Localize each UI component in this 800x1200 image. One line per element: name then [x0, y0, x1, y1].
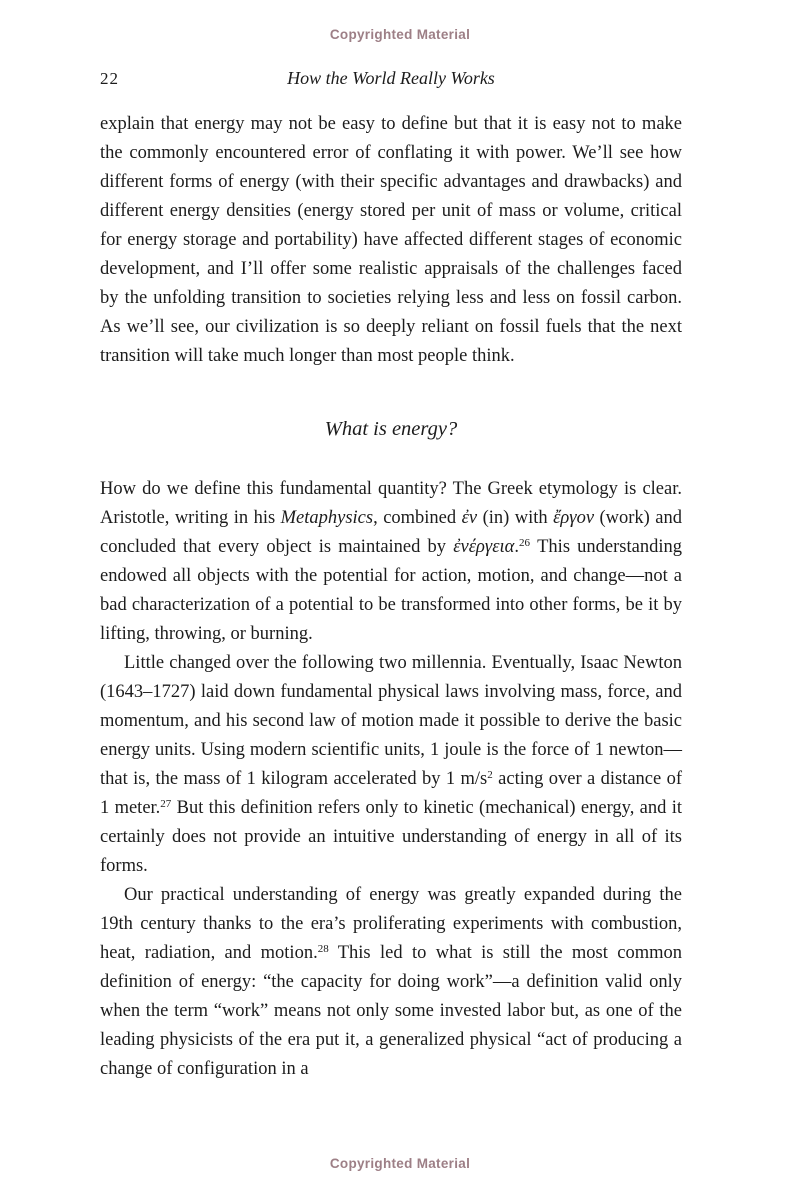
paragraph — [100, 881, 682, 1084]
page-content — [100, 110, 682, 1084]
page-number: 22 — [100, 69, 119, 88]
copyright-notice-top: Copyrighted Material — [329, 27, 471, 42]
text-run: , combined — [373, 508, 462, 528]
paragraph — [100, 475, 682, 649]
footnote-reference: 27 — [160, 797, 172, 810]
text-run: Our practical understanding of energy was greatly expanded during the 19th century thanks to the era’s proliferating experiments with combustion, heat, radiation, and motion. — [100, 885, 682, 963]
text-run: This understanding endowed all objects with the potential for action, motion, and change—not a bad characterization of a potential to be transformed into other forms, be it by lifting, throwing, or burning. — [100, 537, 682, 644]
running-header — [100, 68, 682, 89]
italic-text: Metaphysics — [280, 508, 374, 528]
text-run: acting over a distance of 1 meter. — [100, 769, 682, 818]
italic-text: ἔργον — [553, 508, 595, 528]
text-run: (work) and concluded that every object is maintained by — [100, 508, 682, 557]
footnote-reference: 26 — [518, 536, 530, 549]
text-run: (in) with — [477, 508, 554, 528]
text-run: . — [514, 537, 519, 557]
italic-text: ἐνέργεια — [453, 537, 515, 557]
text-run: This led to what is still the most common definition of energy: “the capacity for doing work”—a definition valid only when the term “work” means not only some invested labor but, as one of the leading physicists of the era put it, a generalized physical “act of producing a change of configuration in a — [100, 943, 682, 1079]
paragraph — [100, 110, 682, 371]
italic-text: ἐν — [461, 508, 478, 528]
paragraph — [100, 649, 682, 881]
copyright-notice-bottom: Copyrighted Material — [329, 1156, 471, 1171]
text-run: But this definition refers only to kinetic (mechanical) energy, and it certainly does not provide an intuitive understanding of energy in all of its forms. — [100, 798, 682, 876]
footnote-reference: 28 — [317, 942, 329, 955]
section-heading: What is energy? — [324, 418, 458, 440]
footnote-reference: 2 — [487, 768, 493, 781]
text-run: How do we define this fundamental quantity? The Greek etymology is clear. Aristotle, writing in his — [100, 479, 682, 528]
text-run: explain that energy may not be easy to define but that it is easy not to make the commonly encountered error of conflating it with power. We’ll see how different forms of energy (with their specific advantages and drawbacks) and different energy densities (energy stored per unit of mass or volume, critical for energy storage and portability) have affected different stages of economic development, and I’ll offer some realistic appraisals of the challenges faced by the unfolding transition to societies relying less and less on fossil carbon. As we’ll see, our civilization is so deeply reliant on fossil fuels that the next transition will take much longer than most people think. — [100, 114, 682, 366]
text-run: Little changed over the following two millennia. Eventually, Isaac Newton (1643–1727) laid down fundamental physical laws involving mass, force, and momentum, and his second law of motion made it possible to derive the basic energy units. Using modern scientific units, 1 joule is the force of 1 newton—that is, the mass of 1 kilogram accelerated by 1 m/s — [100, 653, 682, 789]
running-title: How the World Really Works — [287, 68, 495, 88]
